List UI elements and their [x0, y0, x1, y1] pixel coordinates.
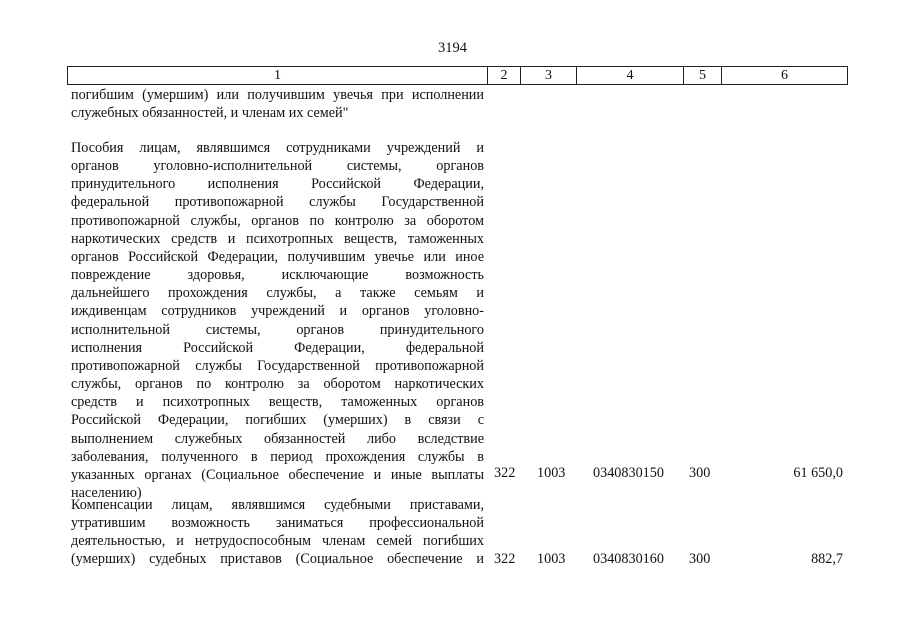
text-line: повреждение здоровья, исключающие возможность [71, 267, 484, 284]
column-header-1: 1 [68, 67, 488, 85]
column-header-4: 4 [577, 67, 684, 85]
text-line: органов уголовно-исполнительной системы, органов [71, 158, 484, 175]
text-line: Компенсации лицам, являвшимся судебными приставами, [71, 497, 484, 513]
text-block-compensation [71, 496, 484, 569]
text-line: Российской Федерации, погибших (умерших) в связи с [71, 412, 484, 429]
text-line: противопожарной службы Государственной противопожарной [71, 357, 484, 374]
text-line: погибшим (умершим) или получившим увечья при исполнении [71, 87, 484, 103]
row-compensation-col5: 300 [689, 551, 711, 567]
row-compensation-col3: 1003 [537, 551, 566, 567]
row-compensation-col2: 322 [494, 551, 516, 567]
column-header-5: 5 [684, 67, 722, 85]
column-header-2: 2 [488, 67, 521, 85]
text-block-continuation [71, 86, 484, 122]
page-number: 3194 [438, 40, 467, 56]
text-line: Пособия лицам, являвшимся сотрудниками учреждений и [71, 140, 484, 156]
text-line: противопожарной службы, органов по контролю за оборотом [71, 212, 484, 229]
row-benefits-col4: 0340830150 [593, 465, 664, 481]
text-line: заболевания, полученного в период прохождения службы в [71, 448, 484, 465]
text-line: дальнейшего прохождения службы, а также семьям и [71, 285, 484, 302]
text-line: служебных обязанностей, и членам их семей" [71, 105, 349, 122]
text-line: органов Российской Федерации, получившим увечье или иное [71, 248, 484, 265]
text-line: исполнения Российской Федерации, федеральной [71, 339, 484, 356]
text-line: федеральной противопожарной службы Государственной [71, 194, 484, 211]
text-line: службы, органов по контролю за оборотом наркотических [71, 376, 484, 393]
text-line: (умерших) судебных приставов (Социальное обеспечение и [71, 551, 484, 568]
text-line: иждивенцам сотрудников учреждений и органов уголовно- [71, 303, 484, 320]
row-compensation-col6: 882,7 [811, 551, 843, 567]
row-benefits-col2: 322 [494, 465, 516, 481]
text-line: наркотических средств и психотропных веществ, таможенных [71, 230, 484, 247]
column-header-row [67, 66, 848, 85]
row-benefits-col3: 1003 [537, 465, 566, 481]
text-block-benefits [71, 139, 484, 502]
text-line: средств и психотропных веществ, таможенных органов [71, 394, 484, 411]
text-line: населению) [71, 484, 142, 501]
column-header-3: 3 [521, 67, 577, 85]
row-benefits-col6: 61 650,0 [793, 465, 843, 481]
text-line: указанных органах (Социальное обеспечение и иные выплаты [71, 466, 484, 483]
text-line: принудительного исполнения Российской Федерации, [71, 176, 484, 193]
text-line: утратившим возможность заниматься профессиональной [71, 515, 484, 532]
text-line: деятельностью, и нетрудоспособным членам семей погибших [71, 533, 484, 550]
text-line: исполнительной системы, органов принудительного [71, 321, 484, 338]
column-header-6: 6 [722, 67, 848, 85]
row-benefits-col5: 300 [689, 465, 711, 481]
text-line: выполнением служебных обязанностей либо вследствие [71, 430, 484, 447]
row-compensation-col4: 0340830160 [593, 551, 664, 567]
